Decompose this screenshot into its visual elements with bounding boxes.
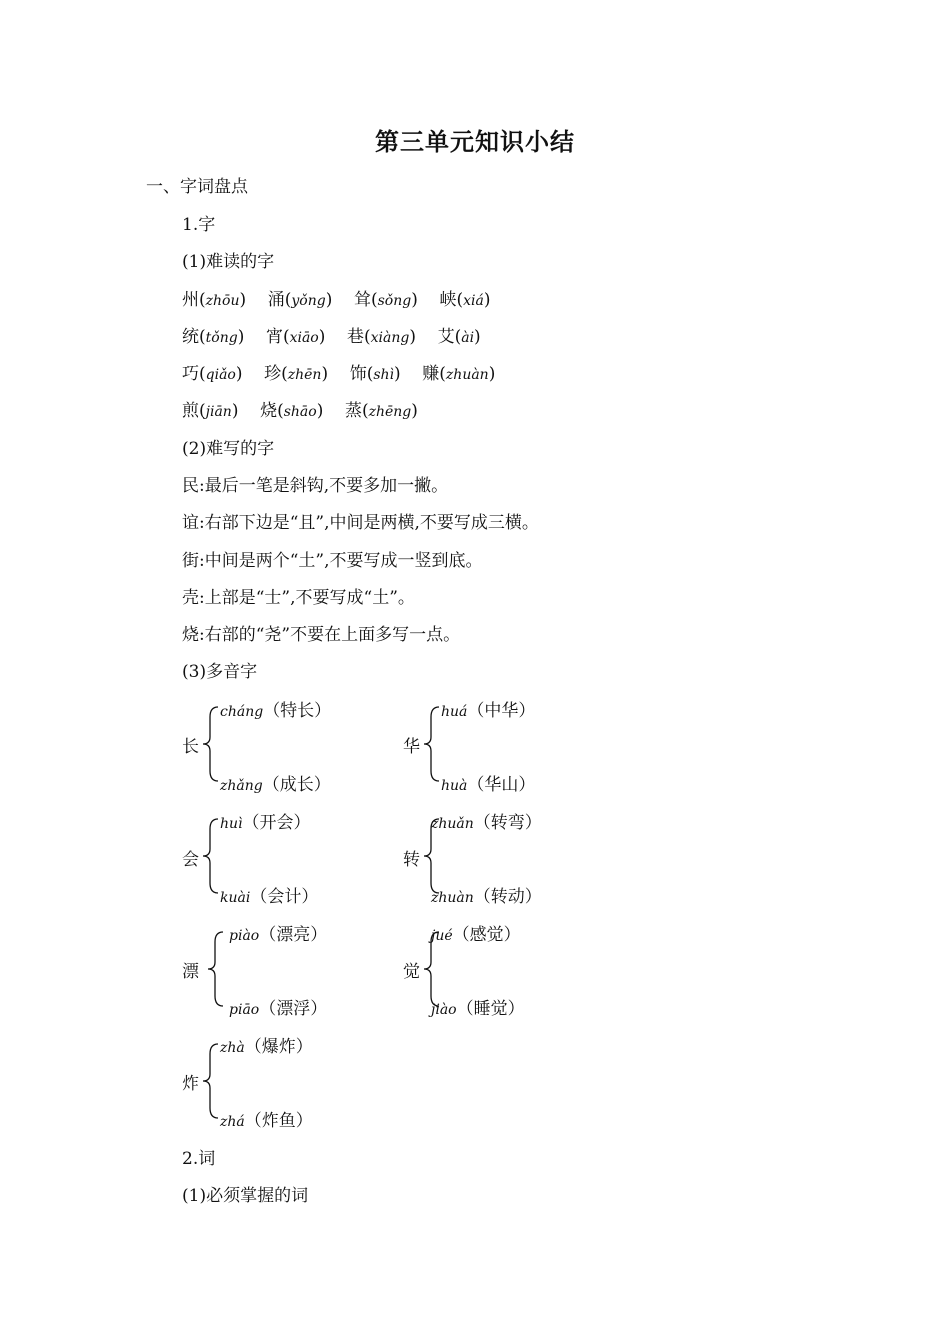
poly-bottom <box>220 882 318 907</box>
hard-write-item: 壳:上部是“士”,不要写成“土”。 <box>182 588 415 608</box>
hard-write-heading: (2)难写的字 <box>182 439 275 459</box>
char: 饰 <box>349 364 367 384</box>
poly-bottom <box>431 994 525 1019</box>
hard-read-row: 巧(qiǎo) 珍(zhēn) 饰(shì) 赚(zhuàn) <box>182 364 496 384</box>
char: 州 <box>182 290 199 310</box>
poly-top <box>431 920 521 945</box>
pinyin: xiàng <box>370 330 410 346</box>
brace-icon <box>421 705 443 783</box>
poly-char: 炸 <box>182 1074 199 1094</box>
polyphonic-heading: (3)多音字 <box>182 662 258 682</box>
poly-bottom <box>441 770 535 795</box>
poly-char: 转 <box>403 850 420 870</box>
part-heading-words: 2.词 <box>182 1149 216 1169</box>
pinyin: kuài <box>220 890 251 906</box>
char: 艾 <box>437 327 455 347</box>
page-title: 第三单元知识小结 <box>375 127 575 156</box>
char: 耸 <box>353 290 371 310</box>
poly-bottom <box>229 994 327 1019</box>
pinyin: zhēng <box>368 404 412 420</box>
poly-char: 漂 <box>182 962 199 982</box>
poly-top <box>441 696 535 721</box>
pinyin: huá <box>441 704 468 720</box>
pinyin: cháng <box>220 704 264 720</box>
pinyin: piào <box>229 928 260 944</box>
poly-top <box>220 1032 313 1057</box>
word: （会计） <box>250 887 319 907</box>
poly-char: 华 <box>403 737 420 757</box>
word: （特长） <box>263 701 332 721</box>
pinyin: tǒng <box>205 330 238 346</box>
char: 赚 <box>422 364 440 384</box>
pinyin: piāo <box>229 1002 260 1018</box>
pinyin: zhēn <box>287 367 322 383</box>
pinyin: jiào <box>431 1002 457 1018</box>
poly-top <box>229 920 327 945</box>
pinyin: ài <box>461 330 475 346</box>
word: （中华） <box>467 701 536 721</box>
section-heading: 一、字词盘点 <box>146 177 248 197</box>
word: （成长） <box>262 775 331 795</box>
word: （转弯） <box>473 813 542 833</box>
pinyin: huì <box>220 816 243 832</box>
word: （华山） <box>467 775 536 795</box>
word: （炸鱼） <box>244 1111 313 1131</box>
pinyin: jiān <box>205 404 232 420</box>
hard-write-item: 谊:右部下边是“且”,中间是两横,不要写成三横。 <box>182 513 539 533</box>
poly-top <box>431 808 542 833</box>
pinyin: sǒng <box>377 293 412 309</box>
word: （感觉） <box>452 925 521 945</box>
hard-read-row: 煎(jiān) 烧(shāo) 蒸(zhēng) <box>182 401 418 421</box>
pinyin: qiǎo <box>205 367 236 383</box>
word: （睡觉） <box>456 999 525 1019</box>
hard-write-item: 烧:右部的“尧”不要在上面多写一点。 <box>182 625 461 645</box>
char: 涌 <box>267 290 285 310</box>
char: 峡 <box>439 290 457 310</box>
char: 煎 <box>182 401 199 421</box>
pinyin: shāo <box>283 404 317 420</box>
brace-icon <box>200 1042 222 1120</box>
pinyin: jué <box>431 928 453 944</box>
pinyin: zhà <box>220 1040 245 1056</box>
poly-char: 长 <box>182 737 199 757</box>
pinyin: zhōu <box>205 293 240 309</box>
hard-read-heading: (1)难读的字 <box>182 252 275 272</box>
word: （漂亮） <box>259 925 328 945</box>
word: （转动） <box>473 887 542 907</box>
pinyin: zhuàn <box>431 890 474 906</box>
pinyin: zhuǎn <box>431 816 474 832</box>
word: （开会） <box>242 813 311 833</box>
char: 巧 <box>182 364 199 384</box>
pinyin: yǒng <box>291 293 326 309</box>
char: 蒸 <box>344 401 362 421</box>
poly-bottom <box>220 770 331 795</box>
brace-icon <box>205 930 227 1008</box>
brace-icon <box>200 817 222 895</box>
brace-icon <box>200 705 222 783</box>
poly-bottom <box>431 882 542 907</box>
word: （漂浮） <box>259 999 328 1019</box>
hard-read-row: 统(tǒng) 宵(xiāo) 巷(xiàng) 艾(ài) <box>182 327 481 347</box>
word: （爆炸） <box>244 1037 313 1057</box>
hard-read-row: 州(zhōu) 涌(yǒng) 耸(sǒng) 峡(xiá) <box>182 290 491 310</box>
pinyin: zhuàn <box>445 367 489 383</box>
pinyin: shì <box>373 367 395 383</box>
poly-top <box>220 696 331 721</box>
pinyin: xiá <box>463 293 484 309</box>
part-heading-characters: 1.字 <box>182 215 216 235</box>
must-words-heading: (1)必须掌握的词 <box>182 1186 309 1206</box>
poly-top <box>220 808 311 833</box>
pinyin: huà <box>441 778 468 794</box>
char: 统 <box>182 327 199 347</box>
pinyin: zhǎng <box>220 778 263 794</box>
pinyin: zhá <box>220 1114 245 1130</box>
char: 烧 <box>260 401 278 421</box>
char: 巷 <box>346 327 364 347</box>
poly-char: 觉 <box>403 962 420 982</box>
poly-char: 会 <box>182 850 199 870</box>
hard-write-item: 街:中间是两个“土”,不要写成一竖到底。 <box>182 551 483 571</box>
hard-write-item: 民:最后一笔是斜钩,不要多加一撇。 <box>182 476 449 496</box>
pinyin: xiāo <box>289 330 319 346</box>
poly-bottom <box>220 1106 313 1131</box>
char: 珍 <box>264 364 282 384</box>
char: 宵 <box>265 327 283 347</box>
